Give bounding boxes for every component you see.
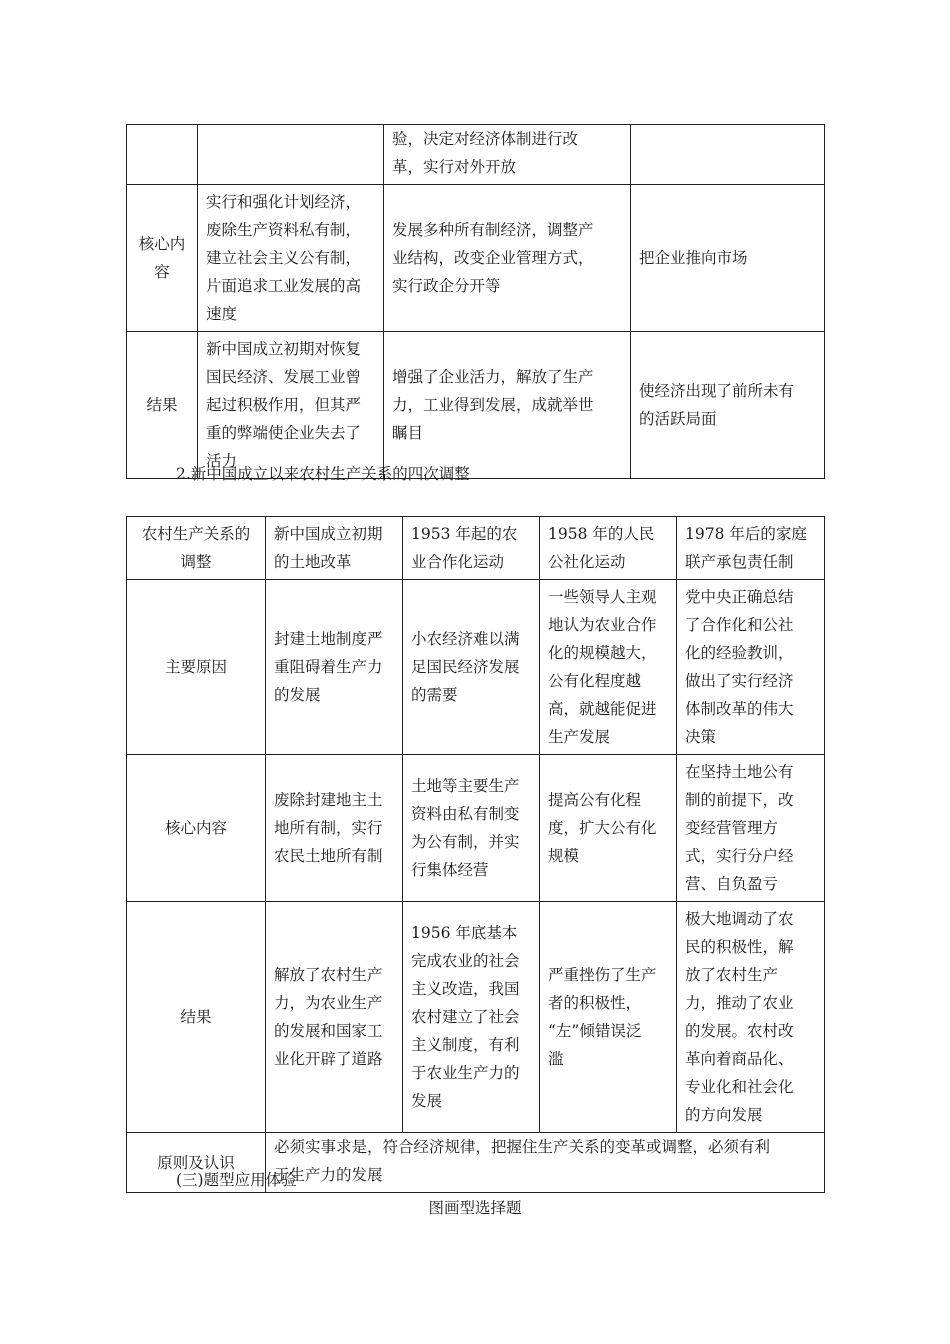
principle-text: 必须实事求是，符合经济规律，把握住生产关系的变革或调整，必须有利 于生产力的发展 (266, 1133, 825, 1193)
table-cell: 验，决定对经济体制进行改 革，实行对外开放 (384, 125, 631, 185)
table-cell: 严重挫伤了生产 者的积极性， “左”倾错误泛 滥 (540, 902, 677, 1133)
table-cell (631, 125, 825, 185)
column-header: 新中国成立初期 的土地改革 (266, 517, 403, 580)
row-label: 原则及认识 (127, 1133, 266, 1193)
section-heading: 2.新中国成立以来农村生产关系的四次调整 (176, 465, 470, 483)
row-label (127, 125, 198, 185)
table-row (127, 755, 825, 902)
table-cell: 把企业推向市场 (631, 185, 825, 332)
table-cell: 实行和强化计划经济， 废除生产资料私有制， 建立社会主义公有制， 片面追求工业发展的高 速度 (198, 185, 384, 332)
table-cell: 一些领导人主观 地认为农业合作 化的规模越大， 公有化程度越 高，就越能促进 生产发展 (540, 580, 677, 755)
row-label: 主要原因 (127, 580, 266, 755)
table-cell: 1956 年底基本 完成农业的社会 主义改造，我国 农村建立了社会 主义制度，有利 于农业生产力的 发展 (403, 902, 540, 1133)
table-row (127, 185, 825, 332)
table-header-row (127, 517, 825, 580)
section-heading: (三)题型应用体验 (176, 1171, 297, 1189)
table-cell: 在坚持土地公有 制的前提下，改 变经营管理方 式，实行分户经 营、自负盈亏 (677, 755, 825, 902)
table-cell: 提高公有化程 度，扩大公有化 规模 (540, 755, 677, 902)
table-cell: 党中央正确总结 了合作化和公社 化的经验教训， 做出了实行经济 体制改革的伟大 决策 (677, 580, 825, 755)
table-cell: 废除封建地主土 地所有制，实行 农民土地所有制 (266, 755, 403, 902)
row-label: 结果 (127, 902, 266, 1133)
column-header: 1953 年起的农 业合作化运动 (403, 517, 540, 580)
column-header: 农村生产关系的 调整 (127, 517, 266, 580)
row-label: 结果 (127, 332, 198, 479)
table-cell: 土地等主要生产 资料由私有制变 为公有制，并实 行集体经营 (403, 755, 540, 902)
table-cell (198, 125, 384, 185)
rural-relations-table (126, 516, 825, 1193)
table-row (127, 332, 825, 479)
table-cell: 极大地调动了农 民的积极性，解 放了农村生产 力，推动了农业 的发展。农村改 革向着商品化、 专业化和社会化 的方向发展 (677, 902, 825, 1133)
table-cell: 解放了农村生产 力，为农业生产 的发展和国家工 业化开辟了道路 (266, 902, 403, 1133)
table-row (127, 125, 825, 185)
column-header: 1978 年后的家庭 联产承包责任制 (677, 517, 825, 580)
subheading: 图画型选择题 (428, 1199, 522, 1217)
table-row (127, 580, 825, 755)
table-cell: 封建土地制度严 重阻碍着生产力 的发展 (266, 580, 403, 755)
column-header: 1958 年的人民 公社化运动 (540, 517, 677, 580)
economic-reform-table (126, 124, 825, 479)
table-cell: 使经济出现了前所未有 的活跃局面 (631, 332, 825, 479)
table-cell: 新中国成立初期对恢复 国民经济、发展工业曾 起过积极作用，但其严 重的弊端使企业失去了 活力 (198, 332, 384, 479)
table-cell: 小农经济难以满 足国民经济发展 的需要 (403, 580, 540, 755)
row-label: 核心内容 (127, 755, 266, 902)
row-label: 核心内 容 (127, 185, 198, 332)
table-cell: 增强了企业活力，解放了生产 力，工业得到发展，成就举世 瞩目 (384, 332, 631, 479)
table-cell: 发展多种所有制经济，调整产 业结构，改变企业管理方式， 实行政企分开等 (384, 185, 631, 332)
table-row (127, 902, 825, 1133)
